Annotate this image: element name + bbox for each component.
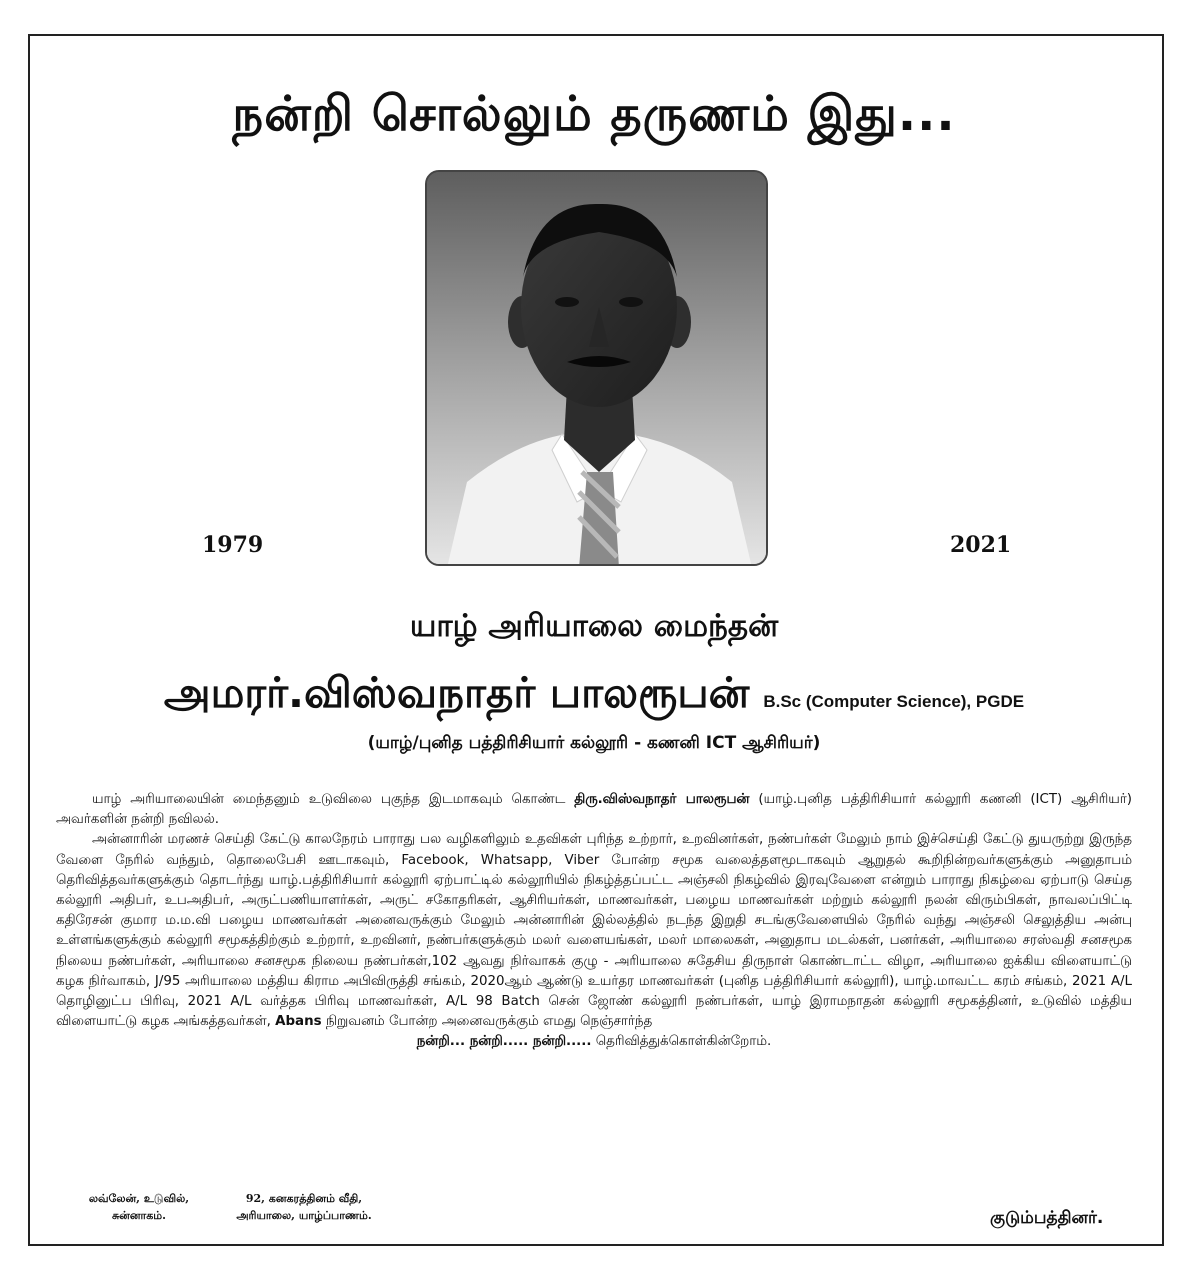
thanks-text-end: நிறுவனம் போன்ற அனைவருக்கும் எமது நெஞ்சார்ந்த	[321, 1014, 653, 1030]
address-2-line-1: 92, கனகரத்தினம் வீதி,	[245, 1192, 363, 1205]
thanks-paragraph	[56, 830, 1132, 1032]
address-1-line-2: சுன்னாகம்.	[112, 1209, 166, 1222]
position-line: (யாழ்/புனித பத்திரிசியார் கல்லூரி - கணனி ICT ஆசிரியர்)	[367, 733, 821, 753]
thanks-repeat: நன்றி... நன்றி..... நன்றி.....	[416, 1034, 592, 1050]
address-2-line-2: அரியாலை, யாழ்ப்பாணம்.	[236, 1209, 372, 1222]
degree: B.Sc (Computer Science), PGDE	[763, 692, 1025, 711]
portrait-photo	[425, 170, 768, 566]
headline: நன்றி சொல்லும் தருணம் இது...	[232, 86, 956, 142]
thanks-company: Abans	[275, 1014, 322, 1030]
body-text	[56, 790, 1132, 1053]
intro-paragraph	[56, 790, 1132, 830]
intro-text-end: (யாழ்.புனித பத்திரிசியார் கல்லூரி கணனி (ICT) ஆசிரியர்) அவர்களின் நன்றி நவிலல்.	[56, 792, 1132, 828]
person-name: அமரர்.விஸ்வநாதர் பாலரூபன்	[163, 668, 750, 717]
birth-year: 1979	[202, 532, 264, 558]
thanks-closing: தெரிவித்துக்கொள்கின்றோம்.	[591, 1034, 772, 1050]
intro-name: திரு.விஸ்வநாதர் பாலரூபன்	[574, 792, 750, 807]
death-year: 2021	[950, 532, 1012, 558]
subtitle: யாழ் அரியாலை மைந்தன்	[409, 608, 779, 644]
family-signature: குடும்பத்தினர்.	[990, 1208, 1104, 1228]
thanks-line	[56, 1032, 1132, 1052]
intro-text: யாழ் அரியாலையின் மைந்தனும் உடுவிலை புகுந்த இடமாகவும் கொண்ட	[92, 792, 575, 807]
name-row	[0, 668, 1188, 723]
address-1-line-1: லவ்லேன், உடுவில்,	[88, 1192, 190, 1205]
address-2	[204, 1190, 404, 1224]
thanks-text: அன்னாரின் மரணச் செய்தி கேட்டு காலநேரம் பாராது பல வழிகளிலும் உதவிகள் புரிந்த உற்றார், உறவினர்கள், நண்பர்கள் மேலும் நாம் இச்செய்தி கேட்டு துயருற்று இருந்த வேளை நேரில் வந்தும், தொலைபேசி ஊடாகவும், Facebook, Whatsapp, Viber போன்ற சமூக வலைத்தளமூடாகவும் ஆறுதல் கூறிநின்றவர்களுக்கும் அனுதாபம் தெரிவித்தவர்களுக்கும் தொடர்ந்து யாழ்.பத்திரிசியார் கல்லூரி ஏற்பாட்டில் கல்லூரியில் நிகழ்த்தப்பட்ட அஞ்சலி நிகழ்வில் இரவுவேளை என்றும் பாராது நிகழ்வை ஏற்பாடு செய்த கல்லூரி அதிபர், உபஅதிபர், அருட்பணியாளர்கள், அருட் சகோதரிகள், ஆசிரியர்கள், மாணவர்கள், பழைய மாணவர்கள் மற்றும் கல்லூரி நலன் விரும்பிகள், நாவலப்பிட்டி கதிரேசன் குமார ம.ம.வி பழைய மாணவர்கள் அனைவருக்கும் மேலும் அன்னாரின் இல்லத்தில் நடந்த இறுதி சடங்குவேளையில் நேரில் வந்து அஞ்சலி செலுத்திய அன்பு உள்ளங்களுக்கும் கல்லூரி சமூகத்திற்கும் உற்றார், உறவினர், நண்பர்களுக்கும் மலர் வளையங்கள், மலர் மாலைகள், அனுதாப மடல்கள், பனர்கள், அரியாலை சரஸ்வதி சனசமூக நிலைய நண்பர்கள், அரியாலை சனசமூக நிலைய நண்பர்கள்,102 ஆவது நிர்வாகக் குழு - அரியாலை சுதேசிய திருநாள் கொண்டாட்ட விழா, அரியாலை ஐக்கிய விளையாட்டு கழக நிர்வாகம், J/95 அரியாலை மத்திய கிராம அபிவிருத்தி சங்கம், 2020ஆம் ஆண்டு உயர்தர மாணவர்கள் (புனித பத்திரிசியார் கல்லூரி), யாழ்.மாவட்ட கரம் சங்கம், 2021 A/L தொழினுட்ப பிரிவு, 2021 A/L வர்த்தக பிரிவு மாணவர்கள், A/L 98 Batch சென் ஜோண் கல்லூரி நண்பர்கள், யாழ் இராமநாதன் கல்லூரி சமூகத்தினர், உடுவில் மத்திய விளையாட்டு கழக அங்கத்தவர்கள்,	[56, 832, 1132, 1030]
address-1	[64, 1190, 214, 1224]
portrait-image	[427, 172, 768, 566]
